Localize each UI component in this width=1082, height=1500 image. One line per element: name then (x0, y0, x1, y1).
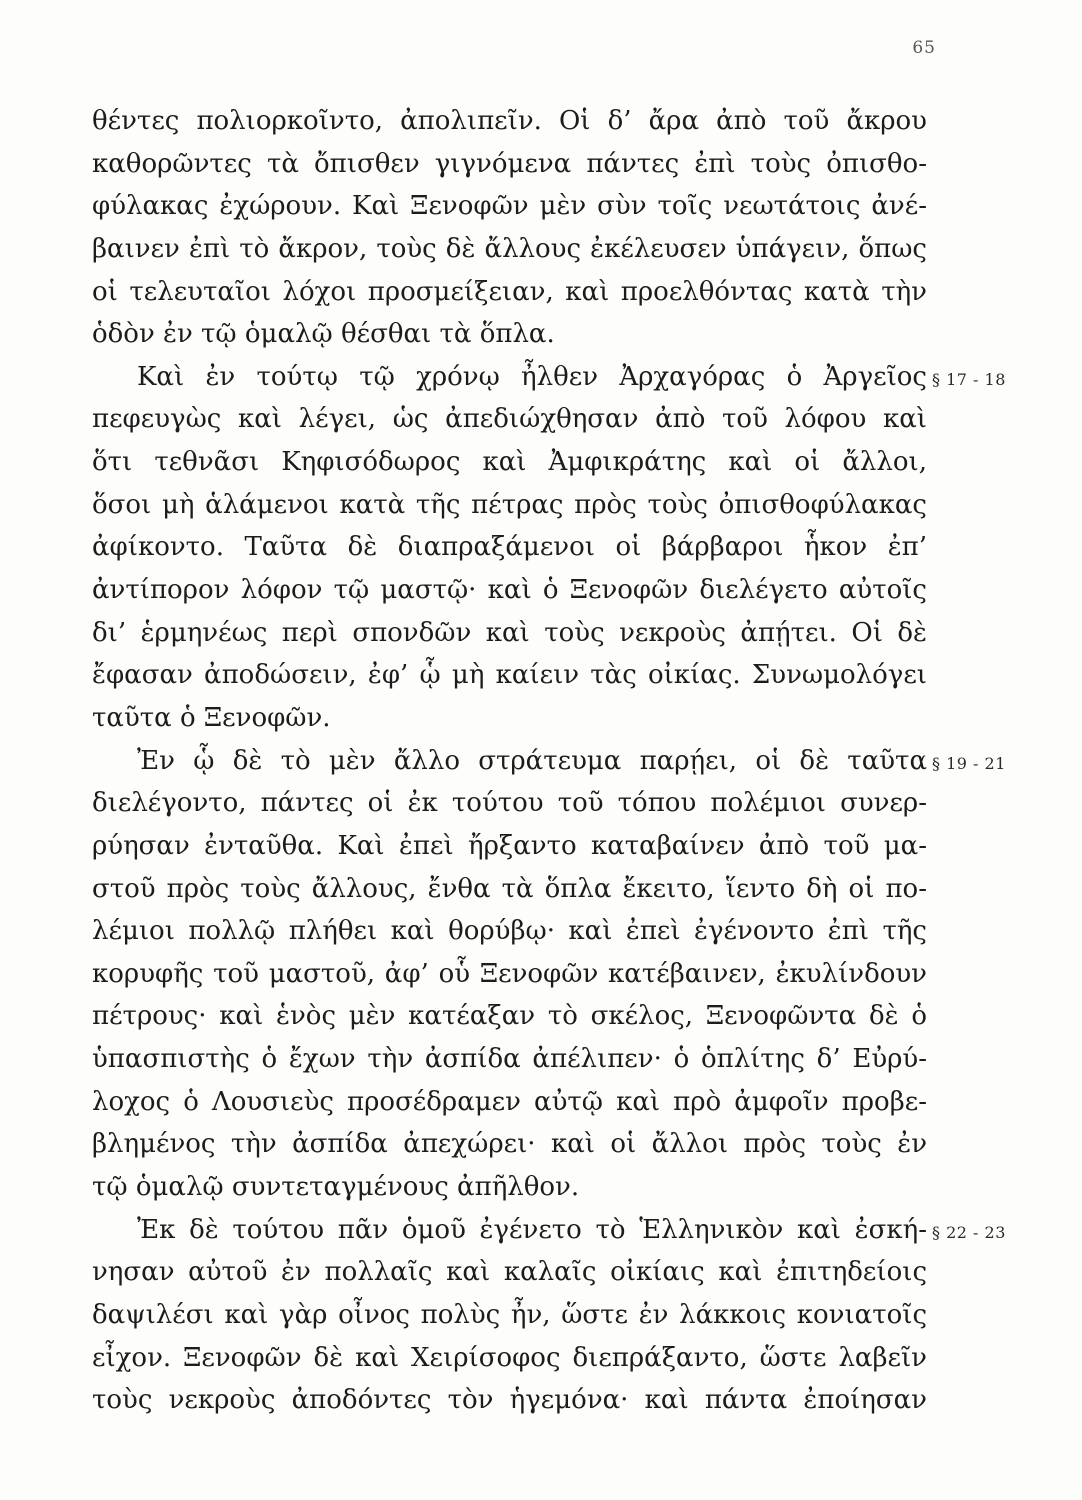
text-line: τῷ ὁμαλῷ συντεταγμένους ἀπῆλθον. (92, 1172, 580, 1203)
text-line: λοχος ὁ Λουσιεὺς προσέδραμεν αὐτῷ καὶ πρὸ ἀμφοῖν προβε- (92, 1086, 927, 1117)
text-line: νησαν αὐτοῦ ἐν πολλαῖς καὶ καλαῖς οἰκίαις καὶ ἐπιτηδείοις (92, 1257, 927, 1288)
text-line: ἀφίκοντο. Ταῦτα δὲ διαπραξάμενοι οἱ βάρβαροι ἧκον ἐπ’ (92, 532, 927, 563)
text-line: δι’ ἑρμηνέως περὶ σπονδῶν καὶ τοὺς νεκροὺς ἀπῄτει. Οἱ δὲ (92, 617, 927, 648)
text-line: βαινεν ἐπὶ τὸ ἄκρον, τοὺς δὲ ἄλλους ἐκέλευσεν ὑπάγειν, ὅπως (92, 233, 927, 264)
text-line: πεφευγὼς καὶ λέγει, ὡς ἀπεδιώχθησαν ἀπὸ τοῦ λόφου καὶ (92, 404, 927, 435)
text-line: Καὶ ἐν τούτῳ τῷ χρόνῳ ἦλθεν Ἀρχαγόρας ὁ Ἀργεῖος (137, 361, 927, 392)
text-line: λέμιοι πολλῷ πλήθει καὶ θορύβῳ· καὶ ἐπεὶ ἐγένοντο ἐπὶ τῆς (92, 916, 927, 947)
text-line: στοῦ πρὸς τοὺς ἄλλους, ἔνθα τὰ ὅπλα ἔκειτο, ἵεντο δὴ οἱ πο- (92, 873, 927, 904)
text-line: θέντες πολιορκοῖντο, ἀπολιπεῖν. Οἱ δ’ ἄρα ἀπὸ τοῦ ἄκρου (92, 106, 927, 136)
text-line: δαψιλέσι καὶ γὰρ οἶνος πολὺς ἦν, ὥστε ἐν λάκκοις κονιατοῖς (92, 1299, 927, 1330)
text-line: πέτρους· καὶ ἑνὸς μὲν κατέαξαν τὸ σκέλος, Ξενοφῶντα δὲ ὁ (92, 1001, 927, 1032)
page-number: 65 (912, 38, 936, 58)
text-line: βλημένος τὴν ἀσπίδα ἀπεχώρει· καὶ οἱ ἄλλοι πρὸς τοὺς ἐν (92, 1129, 927, 1160)
text-line: ὁδὸν ἐν τῷ ὁμαλῷ θέσθαι τὰ ὅπλα. (92, 319, 555, 350)
text-line: ἀντίπορον λόφον τῷ μαστῷ· καὶ ὁ Ξενοφῶν διελέγετο αὐτοῖς (92, 575, 927, 606)
text-line: Ἐν ᾧ δὲ τὸ μὲν ἄλλο στράτευμα παρῄει, οἱ δὲ ταῦτα (137, 745, 927, 776)
text-line: κορυφῆς τοῦ μαστοῦ, ἀφ’ οὗ Ξενοφῶν κατέβαινεν, ἐκυλίνδουν (92, 958, 927, 989)
text-line: ὅτι τεθνᾶσι Κηφισόδωρος καὶ Ἀμφικράτης καὶ οἱ ἄλλοι, (92, 447, 927, 478)
section-reference: § 17 - 18 (932, 370, 1006, 390)
body-text (92, 100, 927, 1422)
text-line: ὑπασπιστὴς ὁ ἔχων τὴν ἀσπίδα ἀπέλιπεν· ὁ ὁπλίτης δ’ Εὐρύ- (92, 1044, 927, 1075)
text-line: οἱ τελευταῖοι λόχοι προσμείξειαν, καὶ προελθόντας κατὰ τὴν (92, 276, 927, 307)
section-reference: § 19 - 21 (932, 754, 1006, 774)
text-line: τοὺς νεκροὺς ἀποδόντες τὸν ἡγεμόνα· καὶ πάντα ἐποίησαν (92, 1385, 927, 1416)
text-line: ταῦτα ὁ Ξενοφῶν. (92, 702, 331, 733)
text-line: εἶχον. Ξενοφῶν δὲ καὶ Χειρίσοφος διεπράξαντο, ὥστε λαβεῖν (92, 1342, 927, 1373)
text-line: Ἐκ δὲ τούτου πᾶν ὁμοῦ ἐγένετο τὸ Ἑλληνικὸν καὶ ἐσκή- (137, 1214, 927, 1245)
section-reference: § 22 - 23 (932, 1223, 1006, 1243)
text-line: ἔφασαν ἀποδώσειν, ἐφ’ ᾧ μὴ καίειν τὰς οἰκίας. Συνωμολόγει (92, 660, 927, 691)
text-line: ρύησαν ἐνταῦθα. Καὶ ἐπεὶ ἤρξαντο καταβαίνεν ἀπὸ τοῦ μα- (92, 830, 927, 861)
text-line: καθορῶντες τὰ ὄπισθεν γιγνόμενα πάντες ἐπὶ τοὺς ὀπισθο- (92, 148, 927, 179)
text-line: φύλακας ἐχώρουν. Καὶ Ξενοφῶν μὲν σὺν τοῖς νεωτάτοις ἀνέ- (92, 191, 927, 222)
text-line: διελέγοντο, πάντες οἱ ἐκ τούτου τοῦ τόπου πολέμιοι συνερ- (92, 788, 927, 819)
text-line: ὅσοι μὴ ἁλάμενοι κατὰ τῆς πέτρας πρὸς τοὺς ὀπισθοφύλακας (92, 489, 927, 520)
